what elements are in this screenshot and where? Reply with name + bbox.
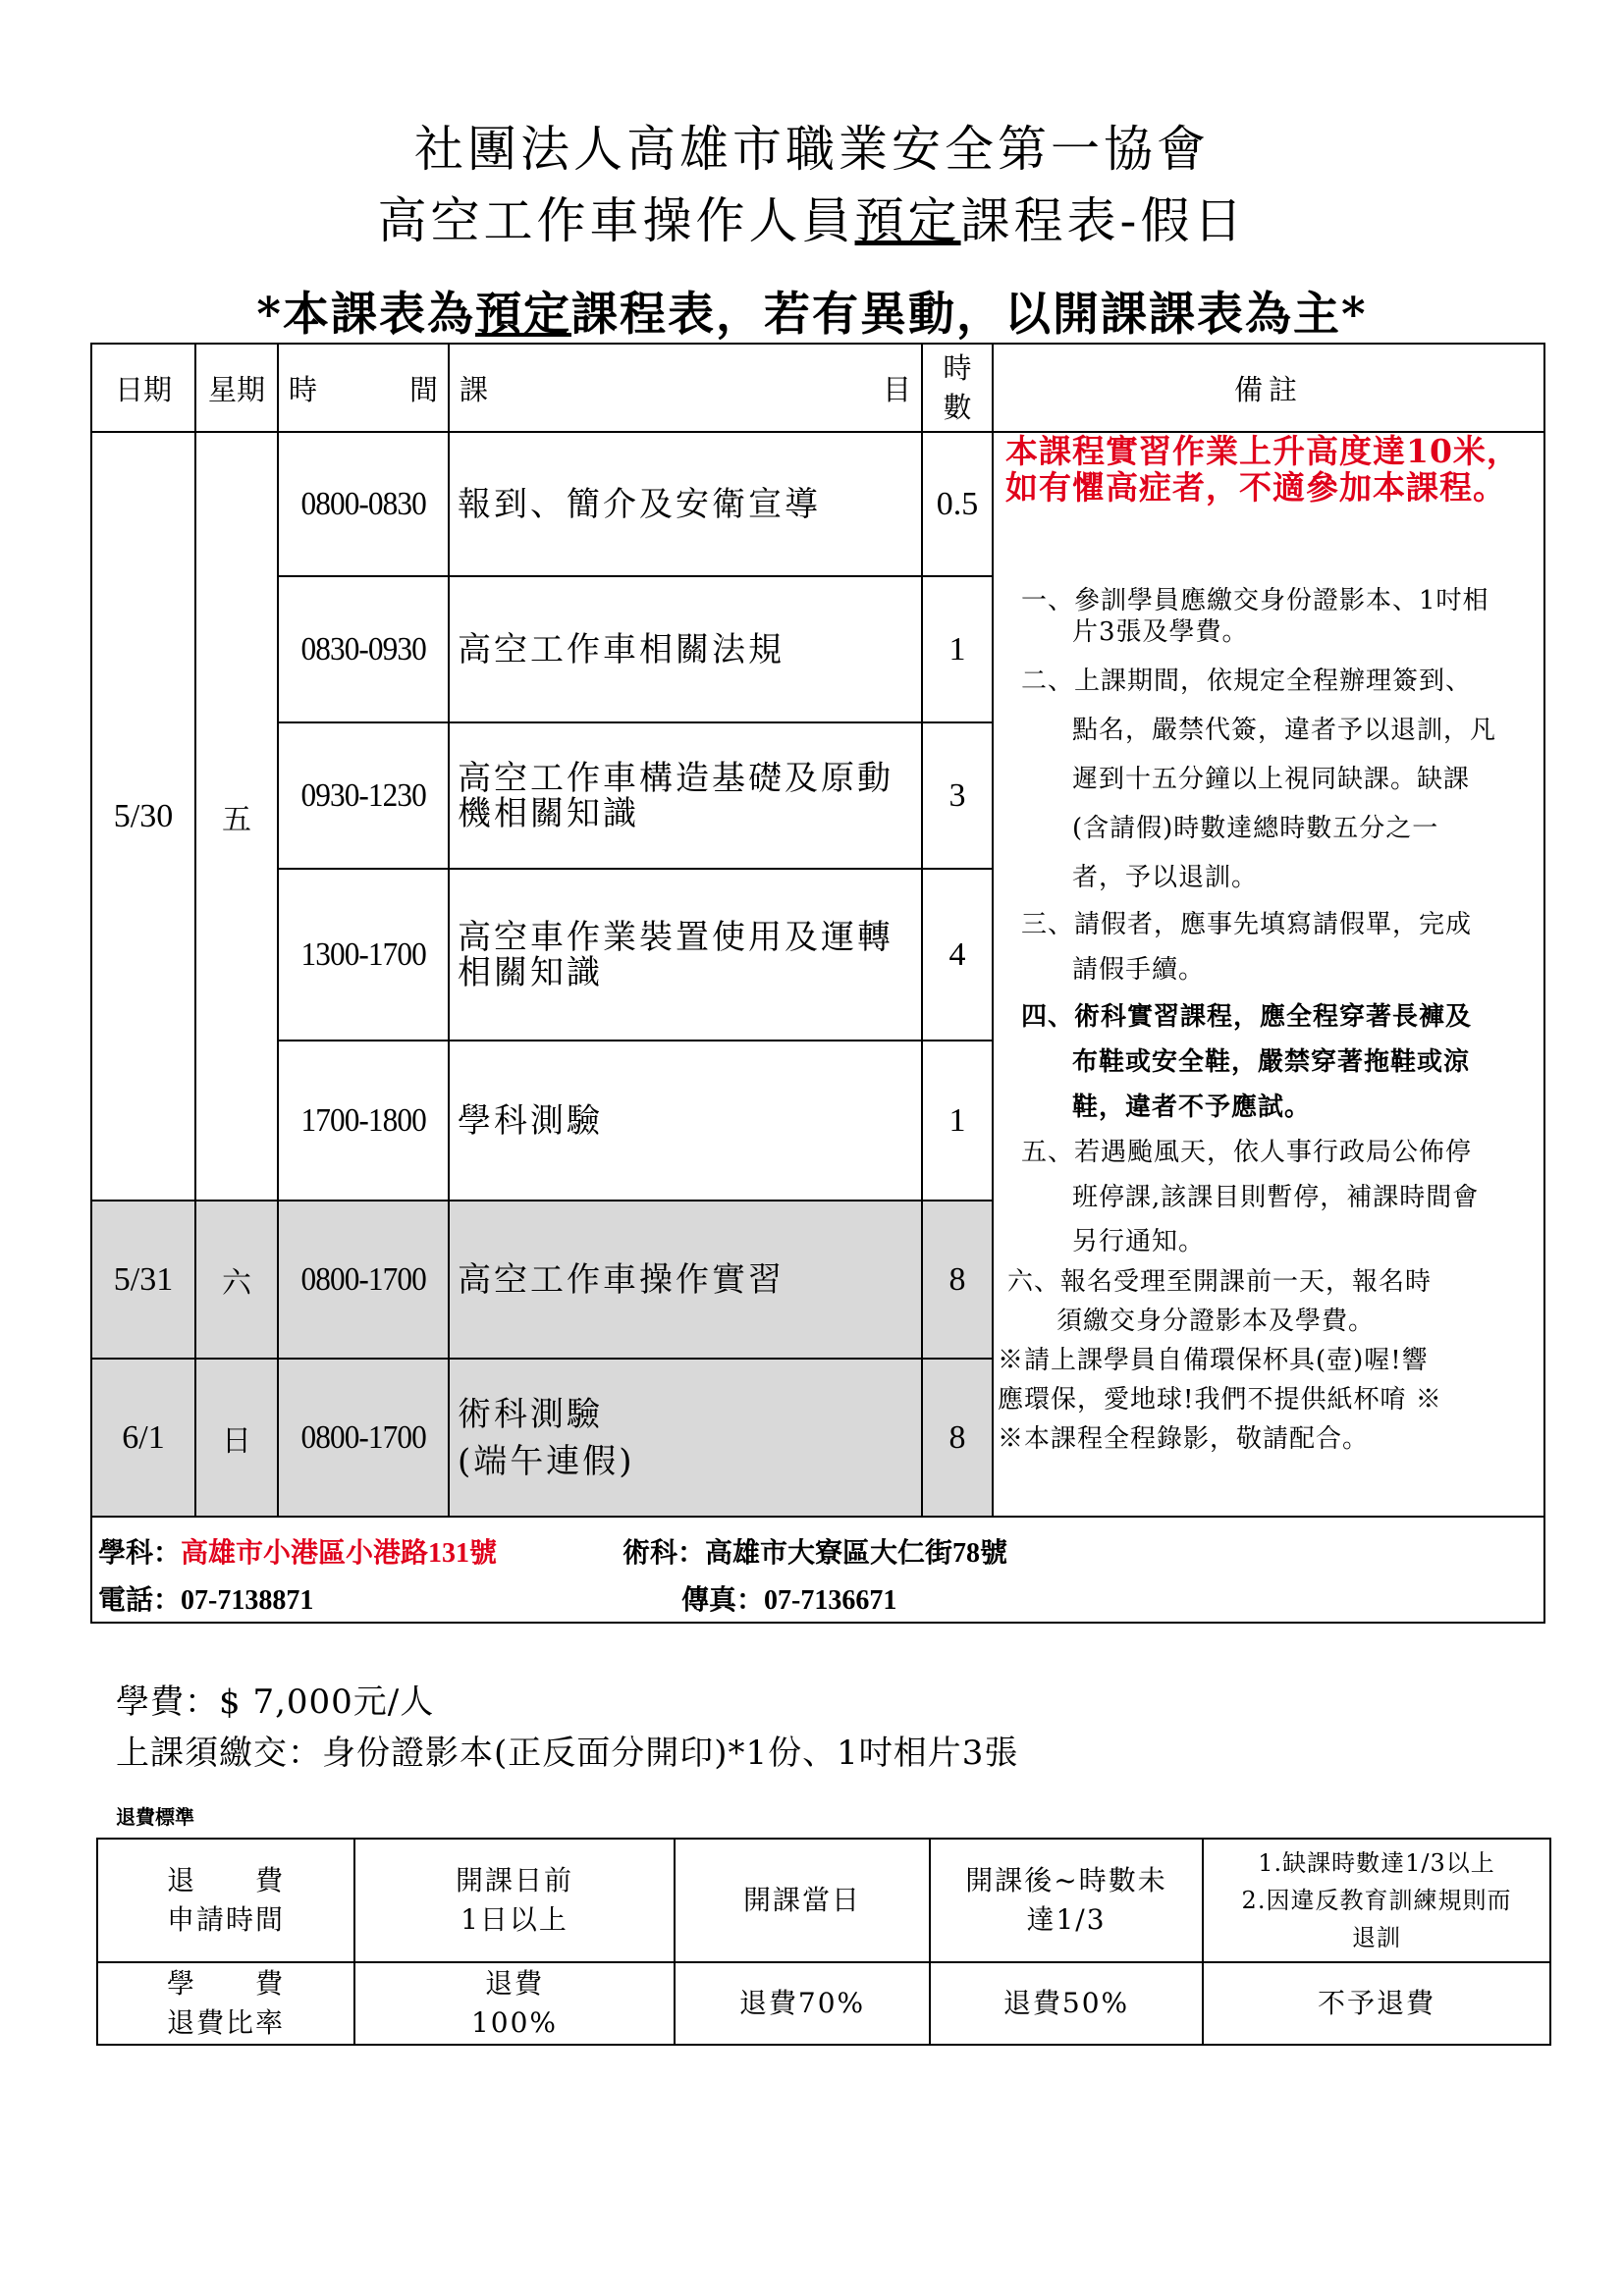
notice-part: *本課表為 (256, 288, 475, 342)
note-line-bold: 鞋，違者不予應試。 (1072, 1093, 1312, 1122)
hours-cell: 1 (921, 575, 994, 723)
course-cell: 高空工作車操作實習 (448, 1200, 923, 1360)
course-title-underlined: 預定 (854, 192, 961, 249)
course-cell: 報到、簡介及安衛宣導 (448, 431, 923, 577)
refund-col-after (929, 1838, 1204, 1963)
note-line: 五、若遇颱風天，依人事行政局公佈停 (1021, 1138, 1473, 1167)
header-hours-a: 時 (943, 351, 972, 385)
time-text: 0800-1700 (300, 1418, 426, 1456)
refund-rate-after: 退費50% (929, 1961, 1204, 2046)
time-text: 0930-1230 (300, 776, 426, 814)
org-title: 社團法人高雄市職業安全第一協會 (414, 121, 1210, 178)
refund-col-before (353, 1838, 676, 1963)
note-line: 片3張及學費。 (1072, 617, 1249, 647)
header-time-b: 間 (408, 372, 438, 406)
label-line: 學 費 (166, 1967, 285, 2000)
height-warning: 本課程實習作業上升高度達10米，如有懼高症者，不適參加本課程。 (1005, 432, 1520, 507)
time-text: 0830-0930 (300, 630, 426, 667)
fax-label: 傳真： (681, 1585, 765, 1616)
label-line: 退訓 (1352, 1924, 1401, 1951)
label-line: 退 費 (166, 1864, 285, 1896)
note-line: 一、參訓學員應繳交身份證影本、1吋相 (1021, 586, 1489, 615)
course-title-part: 高空工作車操作人員 (377, 192, 855, 249)
notice-suffix: 課程表，若有異動，以開課課表為主* (571, 288, 1368, 342)
time-cell (277, 721, 450, 870)
note-line: 應環保，愛地球!我們不提供紙杯唷 ※ (998, 1385, 1442, 1415)
time-cell (277, 1200, 450, 1360)
course-cell: 高空工作車構造基礎及原動機相關知識 (448, 721, 923, 870)
refund-rate-before (353, 1961, 676, 2046)
label-line: 100% (470, 2006, 559, 2039)
course-cell (448, 1358, 923, 1518)
time-text: 0800-1700 (300, 1260, 426, 1298)
time-text: 1700-1800 (300, 1101, 426, 1139)
academic-address (98, 1531, 497, 1571)
academic-label: 學科： (98, 1538, 182, 1569)
time-cell (277, 1358, 450, 1518)
course-cell: 學科測驗 (448, 1040, 923, 1201)
header-date: 日期 (90, 343, 196, 433)
notice-underlined: 預定 (475, 288, 571, 342)
note-line-bold: 布鞋或安全鞋，嚴禁穿著拖鞋或涼 (1072, 1047, 1471, 1077)
practical-label: 術科： (623, 1538, 706, 1569)
address-row (90, 1516, 1545, 1624)
note-line: 遲到十五分鐘以上視同缺課。缺課 (1072, 765, 1471, 794)
refund-rate-none: 不予退費 (1202, 1961, 1551, 2046)
course-subtext: (端午連假) (458, 1441, 635, 1481)
required-documents: 上課須繳交：身份證影本(正反面分開印)*1份、1吋相片3張 (116, 1734, 1019, 1773)
practical-address (623, 1531, 1007, 1571)
note-line: 另行通知。 (1072, 1227, 1206, 1256)
hours-cell: 0.5 (921, 431, 994, 577)
hours-cell: 8 (921, 1200, 994, 1360)
label-line: 達1/3 (1026, 1903, 1107, 1936)
note-line-bold: 四、術科實習課程，應全程穿著長褲及 (1021, 1002, 1473, 1032)
refund-rate-same-day: 退費70% (674, 1961, 931, 2046)
note-line: 二、上課期間，依規定全程辦理簽到、 (1021, 667, 1473, 696)
note-line: 請假手續。 (1072, 955, 1206, 985)
label-line: 開課日前 (455, 1864, 573, 1896)
course-title-suffix: 課程表-假日 (960, 192, 1247, 249)
note-line: 須繳交身分證影本及學費。 (1056, 1307, 1376, 1336)
time-cell (277, 868, 450, 1041)
day-weekday: 日 (194, 1358, 279, 1518)
phone (98, 1578, 313, 1618)
label-line: 開課後~時數未 (965, 1864, 1167, 1896)
refund-col-same-day: 開課當日 (674, 1838, 931, 1963)
time-text: 1300-1700 (300, 935, 426, 973)
schedule-notice (0, 278, 1624, 344)
header-hours-b: 數 (943, 391, 972, 424)
time-cell (277, 1040, 450, 1201)
fax-value: 07-7136671 (764, 1585, 897, 1616)
fax (681, 1578, 896, 1618)
refund-rate-label (96, 1961, 355, 2046)
hours-cell: 8 (921, 1358, 994, 1518)
label-line: 退費 (484, 1967, 544, 2000)
refund-col-no-refund (1202, 1838, 1551, 1963)
label-line: 2.因違反教育訓練規則而 (1241, 1887, 1512, 1914)
header-remarks: 備註 (992, 343, 1545, 433)
header-time (277, 343, 450, 433)
tuition-fee: 學費：$ 7,000元/人 (116, 1682, 435, 1722)
academic-value: 高雄市小港區小港路131號 (181, 1538, 498, 1569)
note-line: ※請上課學員自備環保杯具(壺)喔!響 (998, 1346, 1429, 1375)
note-line: 點名，嚴禁代簽，違者予以退訓，凡 (1072, 716, 1497, 745)
course-cell: 高空工作車相關法規 (448, 575, 923, 723)
day-date: 6/1 (90, 1358, 196, 1518)
label-line: 1日以上 (460, 1903, 568, 1936)
course-cell: 高空車作業裝置使用及運轉相關知識 (448, 868, 923, 1041)
hours-cell: 3 (921, 721, 994, 870)
label-line: 退費比率 (166, 2006, 285, 2039)
course-title (0, 182, 1624, 252)
header-course-b: 目 (882, 372, 911, 406)
note-line: 者，予以退訓。 (1072, 863, 1259, 892)
header-weekday: 星期 (194, 343, 279, 433)
note-line: 三、請假者，應事先填寫請假單，完成 (1021, 910, 1473, 939)
time-text: 0800-0830 (300, 485, 426, 522)
day-date: 5/31 (90, 1200, 196, 1360)
phone-value: 07-7138871 (181, 1585, 314, 1616)
time-cell (277, 431, 450, 577)
label-line: 申請時間 (166, 1903, 285, 1936)
header-hours (921, 343, 994, 433)
note-line: ※本課程全程錄影，敬請配合。 (998, 1424, 1370, 1454)
hours-cell: 4 (921, 868, 994, 1041)
day-date: 5/30 (90, 431, 196, 1201)
day-weekday: 五 (194, 431, 279, 1201)
practical-value: 高雄市大寮區大仁街78號 (705, 1538, 1008, 1569)
note-line: 六、報名受理至開課前一天，報名時 (1007, 1267, 1433, 1297)
header-course-a: 課 (460, 372, 489, 406)
remarks-cell (992, 431, 1545, 1518)
day-weekday: 六 (194, 1200, 279, 1360)
label-line: 1.缺課時數達1/3以上 (1258, 1849, 1495, 1877)
time-cell (277, 575, 450, 723)
note-line: 班停課,該課目則暫停，補課時間會 (1072, 1183, 1480, 1212)
header-course (448, 343, 923, 433)
course-text: 術科測驗 (458, 1394, 603, 1434)
refund-title: 退費標準 (116, 1805, 194, 1829)
hours-cell: 1 (921, 1040, 994, 1201)
phone-label: 電話： (98, 1585, 182, 1616)
refund-time-label (96, 1838, 355, 1963)
note-line: (含請假)時數達總時數五分之一 (1072, 814, 1439, 843)
header-time-a: 時 (289, 372, 318, 406)
